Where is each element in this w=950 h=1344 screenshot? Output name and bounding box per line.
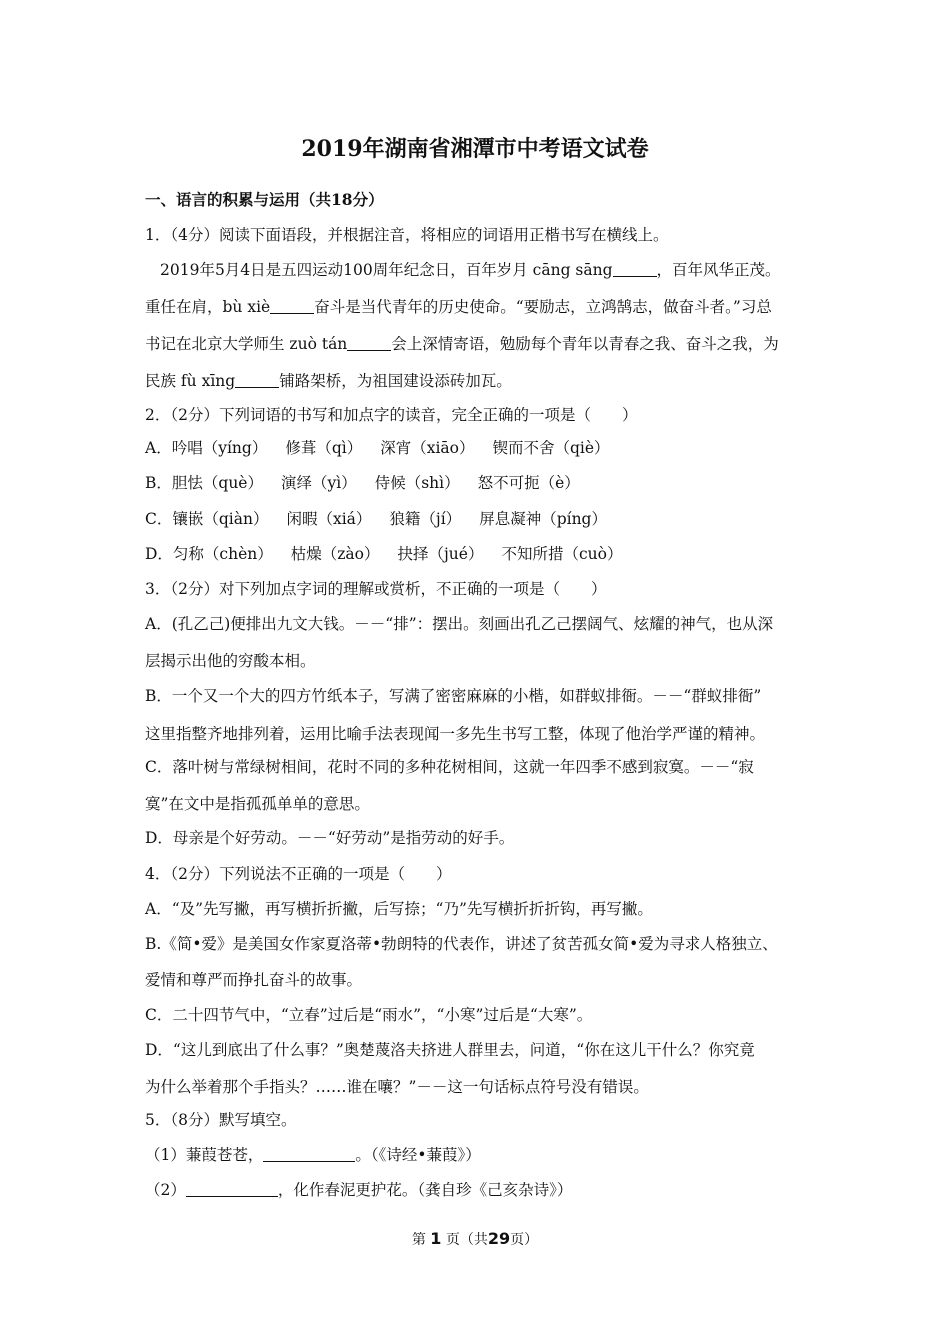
choice-c: C．落叶树与常绿树相间，花时不同的多种花树相间，这就一年四季不感到寂寞。－－“寂	[145, 758, 754, 776]
page-total: 29	[487, 1229, 511, 1248]
answer-blank[interactable]	[235, 371, 279, 388]
choice-item: 屏息凝神（píng）	[479, 510, 607, 528]
choice-b	[145, 470, 815, 496]
choice-item: C．镶嵌（qiàn）	[145, 510, 269, 528]
choice-item: 狼籍（jí）	[389, 510, 462, 528]
passage-text: 民族 fù xīng	[145, 372, 236, 390]
question-1-stem: 1．（4分）阅读下面语段，并根据注音，将相应的词语用正楷书写在横线上。	[145, 226, 669, 244]
page-title: 2019年湖南省湘潭市中考语文试卷	[301, 136, 649, 162]
choice-d: D．母亲是个好劳动。－－“好劳动”是指劳动的好手。	[145, 829, 515, 847]
choice-item: 锲而不舍（qiè）	[492, 439, 610, 457]
passage-text: 铺路架桥，为祖国建设添砖加瓦。	[279, 372, 512, 390]
dictation-text: 。（《诗经•蒹葭》）	[355, 1146, 481, 1164]
dictation-item	[145, 1177, 815, 1203]
question-1-passage-line	[160, 257, 830, 283]
choice-c-cont: 寞”在文中是指孤孤单单的意思。	[145, 795, 370, 813]
choice-b-cont: 这里指整齐地排列着，运用比喻手法表现闻一多先生书写工整，体现了他治学严谨的精神。	[145, 725, 766, 743]
choice-item: D．匀称（chèn）	[145, 545, 273, 563]
choice-a: A．“及”先写撇，再写横折折撇，后写捺；“乃”先写横折折折钩，再写撇。	[145, 900, 653, 918]
footer-text: 第	[411, 1232, 426, 1248]
choice-item: 演绎（yì）	[280, 474, 357, 492]
choice-d-cont: 为什么举着那个手指头？……谁在嚷？”－－这一句话标点符号没有错误。	[145, 1078, 649, 1096]
page-footer	[0, 1228, 950, 1251]
dictation-item	[145, 1142, 815, 1168]
dictation-text: （2）	[145, 1181, 186, 1199]
answer-blank[interactable]	[186, 1180, 278, 1197]
question-2-stem: 2．（2分）下列词语的书写和加点字的读音，完全正确的一项是（ ）	[145, 406, 638, 424]
answer-blank[interactable]	[263, 1145, 355, 1162]
footer-text: 页（共	[445, 1232, 488, 1248]
choice-item: A．吟唱（yíng）	[145, 439, 268, 457]
choice-b: B．一个又一个大的四方竹纸本子，写满了密密麻麻的小楷，如群蚁排衙。－－“群蚁排衙”	[145, 687, 762, 705]
passage-text: 书记在北京大学师生 zuò tán	[145, 335, 348, 353]
dictation-text: （1）蒹葭苍苍，	[145, 1146, 264, 1164]
choice-item: B．胆怯（què）	[145, 474, 263, 492]
answer-blank[interactable]	[613, 260, 657, 277]
dictation-text: ，化作春泥更护花。（龚自珍《己亥杂诗》）	[277, 1181, 573, 1199]
choice-item: 抉择（jué）	[397, 545, 484, 563]
choice-item: 枯燥（zào）	[290, 545, 380, 563]
footer-text: 页）	[510, 1232, 539, 1248]
section-heading: 一、语言的积累与运用（共18分）	[145, 190, 384, 209]
choice-item: 侍候（shì）	[374, 474, 460, 492]
answer-blank[interactable]	[347, 334, 391, 351]
choice-a-cont: 层揭示出他的穷酸本相。	[145, 652, 316, 670]
choice-item: 闲暇（xiá）	[286, 510, 372, 528]
choice-b: B.《简•爱》是美国女作家夏洛蒂•勃朗特的代表作，讲述了贫苦孤女简•爱为寻求人格独立、	[145, 935, 778, 953]
question-1-passage-line	[145, 331, 815, 357]
choice-a: A．(孔乙己)便排出九文大钱。－－“排”：摆出。刻画出孔乙己摆阔气、炫耀的神气，也从深	[145, 615, 774, 633]
question-1-passage-line	[145, 368, 815, 394]
choice-a	[145, 435, 815, 461]
question-1-passage-line	[145, 294, 815, 320]
passage-text: 重任在肩，bù xiè	[145, 298, 271, 316]
choice-d	[145, 541, 815, 567]
choice-item: 深宵（xiāo）	[380, 439, 475, 457]
choice-b-cont: 爱情和尊严而挣扎奋斗的故事。	[145, 971, 363, 989]
choice-d: D．“这儿到底出了什么事？”奥楚蔑洛夫挤进人群里去，问道，“你在这儿干什么？你究竟	[145, 1041, 755, 1059]
passage-text: ，百年风华正茂。	[656, 261, 781, 279]
question-4-stem: 4．（2分）下列说法不正确的一项是（ ）	[145, 865, 452, 883]
choice-item: 修葺（qì）	[285, 439, 363, 457]
passage-text: 2019年5月4日是五四运动100周年纪念日，百年岁月 cāng sāng	[160, 261, 613, 279]
page-number: 1	[430, 1229, 442, 1248]
question-3-stem: 3．（2分）对下列加点字词的理解或赏析，不正确的一项是（ ）	[145, 580, 607, 598]
choice-item: 怒不可扼（è）	[477, 474, 580, 492]
passage-text: 奋斗是当代青年的历史使命。“要励志，立鸿鹄志，做奋斗者。”习总	[314, 298, 772, 316]
answer-blank[interactable]	[270, 297, 314, 314]
choice-item: 不知所措（cuò）	[501, 545, 623, 563]
passage-text: 会上深情寄语，勉励每个青年以青春之我、奋斗之我，为	[391, 335, 779, 353]
choice-c	[145, 506, 815, 532]
choice-c: C．二十四节气中，“立春”过后是“雨水”，“小寒”过后是“大寒”。	[145, 1006, 593, 1024]
question-5-stem: 5．（8分）默写填空。	[145, 1111, 297, 1129]
